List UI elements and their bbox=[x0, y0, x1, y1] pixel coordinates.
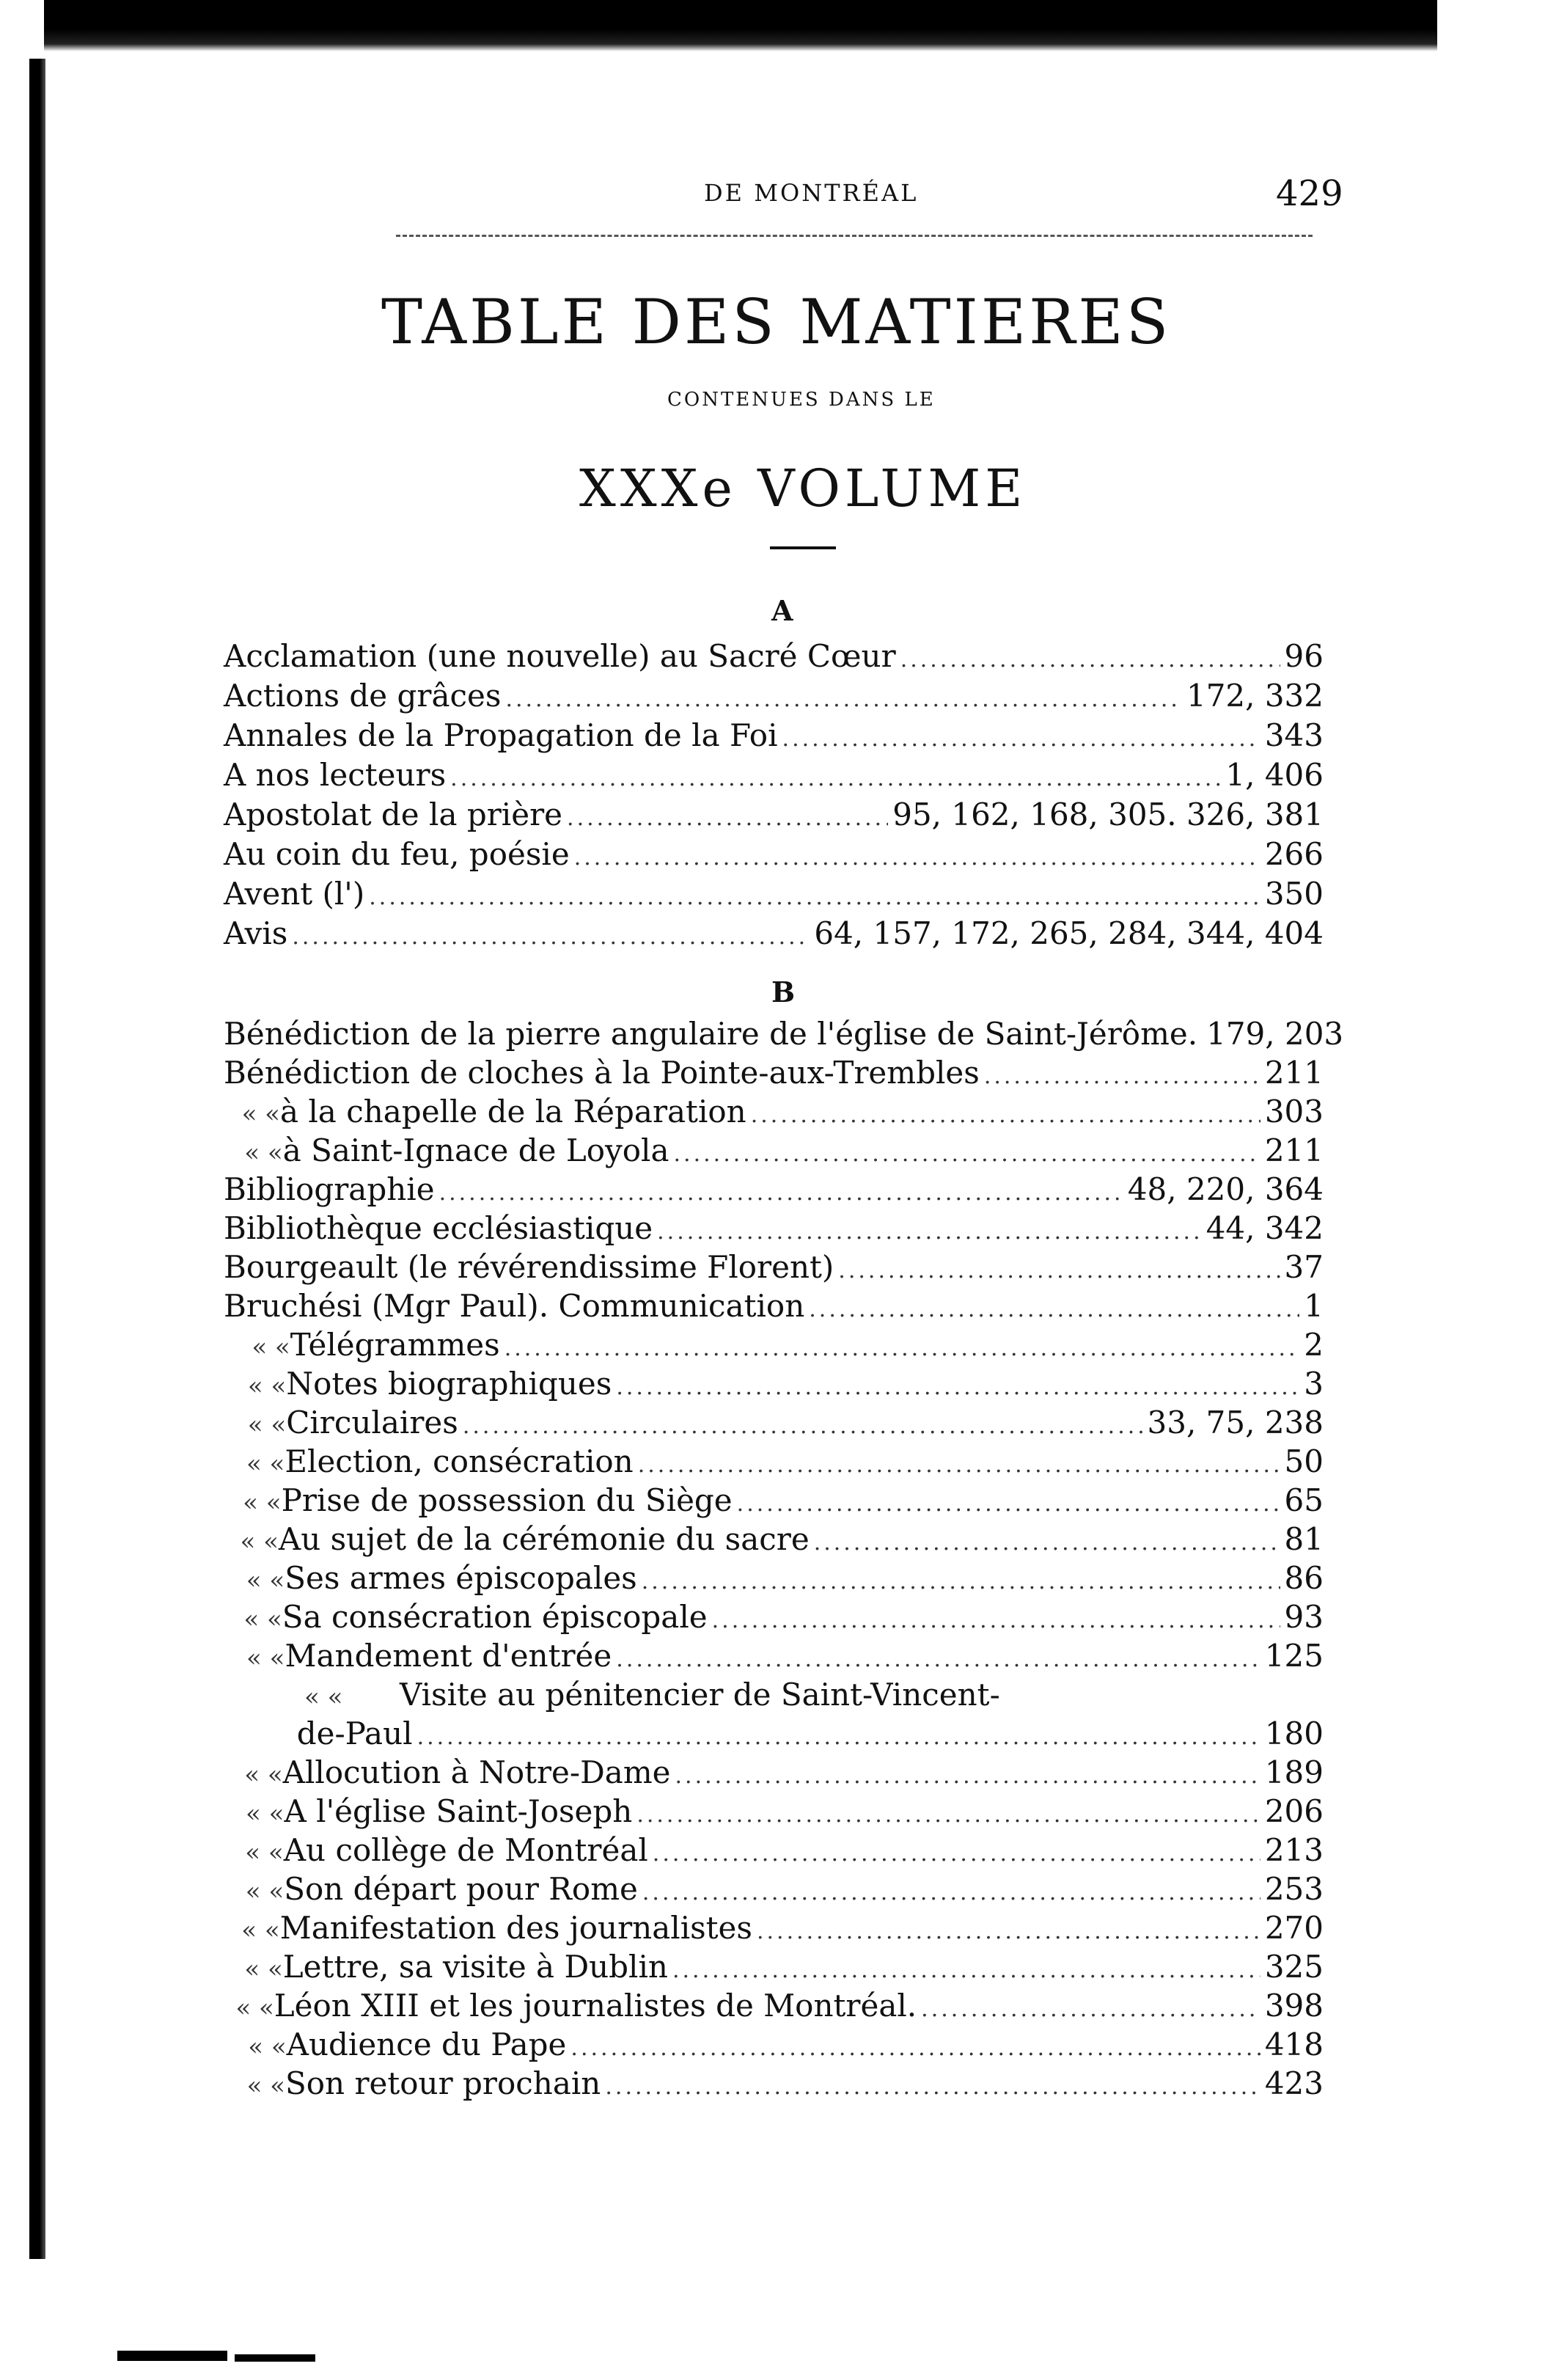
toc-entry bbox=[224, 836, 1324, 873]
entry-pages: 270 bbox=[1264, 1910, 1324, 1946]
leader-dots bbox=[809, 1297, 1299, 1322]
leader-dots bbox=[574, 845, 1260, 871]
toc-entry bbox=[224, 678, 1324, 714]
entry-pages: 95, 162, 168, 305. 326, 381 bbox=[892, 797, 1324, 832]
entry-pages: 48, 220, 364 bbox=[1127, 1171, 1324, 1207]
running-head-title: DE MONTRÉAL bbox=[704, 179, 919, 207]
ditto-mark: « « bbox=[246, 1644, 285, 1673]
ditto-mark: « « bbox=[241, 1916, 280, 1945]
page-number: 429 bbox=[1276, 173, 1343, 214]
toc-entry bbox=[224, 1871, 1324, 1908]
entry-label: Son retour prochain bbox=[285, 2065, 601, 2101]
page-subtitle: CONTENUES DANS LE bbox=[667, 389, 936, 411]
entry-label: Allocution à Notre-Dame bbox=[282, 1754, 671, 1790]
entry-pages: 65 bbox=[1284, 1482, 1324, 1518]
entry-label: Prise de possession du Siège bbox=[281, 1482, 733, 1518]
leader-dots bbox=[751, 1102, 1260, 1128]
section-letter-b: B bbox=[771, 975, 796, 1008]
scan-left-border bbox=[29, 59, 45, 2259]
entry-label: Au coin du feu, poésie bbox=[224, 836, 570, 872]
entry-pages: 303 bbox=[1264, 1094, 1324, 1129]
leader-dots bbox=[417, 1724, 1260, 1750]
leader-dots bbox=[616, 1647, 1260, 1672]
toc-entry bbox=[224, 1638, 1324, 1674]
toc-entry bbox=[224, 638, 1324, 675]
leader-dots bbox=[567, 805, 888, 831]
entry-label: Notes biographiques bbox=[286, 1366, 612, 1402]
entry-label: Election, consécration bbox=[285, 1443, 634, 1479]
leader-dots bbox=[463, 1413, 1143, 1439]
ditto-mark: « « bbox=[244, 1760, 283, 1790]
entry-pages: 206 bbox=[1264, 1793, 1324, 1829]
leader-dots bbox=[504, 1336, 1300, 1361]
entry-label: Visite au pénitencier de Saint-Vincent- bbox=[400, 1677, 1000, 1713]
leader-dots bbox=[653, 1841, 1260, 1867]
leader-dots bbox=[838, 1258, 1280, 1284]
toc-entry bbox=[224, 1366, 1324, 1402]
leader-dots bbox=[292, 924, 810, 950]
entry-label: Manifestation des journalistes bbox=[279, 1910, 752, 1946]
leader-dots bbox=[636, 1802, 1260, 1828]
leader-dots bbox=[921, 1996, 1260, 2022]
entry-pages: 93 bbox=[1284, 1599, 1324, 1635]
toc-entry bbox=[224, 1560, 1324, 1597]
ditto-mark: « « bbox=[246, 2071, 285, 2101]
toc-entry bbox=[224, 1521, 1324, 1558]
entry-label: Bourgeault (le révérendissime Florent) bbox=[224, 1249, 834, 1285]
ditto-mark: « « bbox=[246, 1566, 285, 1595]
ditto-mark: « « bbox=[240, 1527, 279, 1556]
ditto-mark: « « bbox=[304, 1683, 343, 1712]
leader-dots bbox=[672, 1958, 1260, 1983]
toc-entry bbox=[224, 757, 1324, 794]
volume-title: XXXe VOLUME bbox=[579, 458, 1027, 519]
ditto-mark: « « bbox=[252, 1333, 290, 1362]
toc-entry bbox=[224, 1288, 1324, 1325]
entry-pages: 180 bbox=[1264, 1716, 1324, 1751]
entry-pages: 189 bbox=[1264, 1754, 1324, 1790]
leader-dots bbox=[505, 686, 1182, 712]
section-letter-a: A bbox=[771, 594, 793, 627]
toc-entry bbox=[224, 1443, 1324, 1480]
ditto-mark: « « bbox=[248, 2032, 287, 2062]
entry-pages: 325 bbox=[1264, 1949, 1324, 1985]
entry-pages: 96 bbox=[1284, 638, 1324, 674]
entry-pages: 398 bbox=[1264, 1988, 1324, 2024]
leader-dots bbox=[757, 1919, 1260, 1944]
toc-entry bbox=[224, 1249, 1324, 1286]
leader-dots bbox=[439, 1180, 1123, 1206]
leader-dots bbox=[675, 1763, 1260, 1789]
entry-label: A l'église Saint-Joseph bbox=[284, 1793, 633, 1829]
leader-dots bbox=[450, 766, 1221, 791]
leader-dots bbox=[814, 1530, 1280, 1556]
header-rule bbox=[396, 235, 1313, 237]
entry-label: Sa consécration épiscopale bbox=[282, 1599, 708, 1635]
entry-pages: 50 bbox=[1284, 1443, 1324, 1479]
leader-dots bbox=[900, 647, 1280, 673]
toc-entry bbox=[224, 1949, 1324, 1985]
ditto-mark: « « bbox=[247, 1372, 287, 1401]
leader-dots bbox=[984, 1063, 1260, 1089]
entry-label: à Saint-Ignace de Loyola bbox=[282, 1132, 669, 1168]
ditto-mark: « « bbox=[246, 1799, 285, 1828]
entry-pages: 44, 342 bbox=[1205, 1210, 1324, 1246]
toc-entry bbox=[224, 797, 1324, 833]
toc-entry bbox=[224, 1988, 1324, 2024]
leader-dots bbox=[642, 1569, 1280, 1594]
toc-entry bbox=[224, 1132, 1324, 1169]
ditto-mark: « « bbox=[245, 1838, 284, 1867]
ditto-mark: « « bbox=[244, 1955, 283, 1984]
entry-pages: 423 bbox=[1264, 2065, 1324, 2101]
title-rule bbox=[770, 546, 836, 549]
leader-dots bbox=[642, 1880, 1260, 1905]
leader-dots bbox=[674, 1141, 1260, 1167]
scan-top-border bbox=[44, 0, 1437, 51]
entry-label: Avis bbox=[224, 915, 288, 951]
entry-label: Bénédiction de cloches à la Pointe-aux-Trembles bbox=[224, 1055, 980, 1091]
entry-label: Télégrammes bbox=[290, 1327, 500, 1363]
toc-entry bbox=[224, 1677, 1324, 1713]
entry-pages: 125 bbox=[1264, 1638, 1324, 1674]
leader-dots bbox=[712, 1608, 1280, 1633]
toc-entry bbox=[224, 2065, 1324, 2102]
entry-label: Bruchési (Mgr Paul). Communication bbox=[224, 1288, 805, 1324]
running-head bbox=[0, 173, 1545, 214]
entry-label: Lettre, sa visite à Dublin bbox=[282, 1949, 668, 1985]
leader-dots bbox=[369, 885, 1260, 910]
entry-label: Ses armes épiscopales bbox=[285, 1560, 637, 1596]
entry-pages: 213 bbox=[1264, 1832, 1324, 1868]
entry-label: Mandement d'entrée bbox=[285, 1638, 612, 1674]
entry-label: Léon XIII et les journalistes de Montréal. bbox=[274, 1988, 917, 2024]
entry-pages: 37 bbox=[1284, 1249, 1324, 1285]
toc-entry bbox=[224, 1405, 1324, 1441]
entry-label: Actions de grâces bbox=[224, 678, 502, 714]
ditto-mark: « « bbox=[243, 1605, 282, 1634]
toc-entry bbox=[224, 1832, 1324, 1869]
toc-entry bbox=[224, 1754, 1324, 1791]
scan-bottom-mark bbox=[235, 2354, 315, 2362]
entry-label: Annales de la Propagation de la Foi bbox=[224, 717, 778, 753]
toc-entry bbox=[224, 717, 1324, 754]
entry-pages: 179, 203 bbox=[1206, 1016, 1344, 1052]
toc-entry bbox=[224, 1327, 1324, 1363]
entry-label: Bénédiction de la pierre angulaire de l'église de Saint-Jérôme. bbox=[224, 1016, 1198, 1052]
entry-pages: 81 bbox=[1284, 1521, 1324, 1557]
entry-label: A nos lecteurs bbox=[224, 757, 447, 793]
entry-label: Bibliographie bbox=[224, 1171, 435, 1207]
entry-label: Avent (l') bbox=[224, 876, 365, 912]
entry-pages: 211 bbox=[1264, 1055, 1324, 1091]
ditto-mark: « « bbox=[243, 1488, 282, 1517]
entry-pages: 33, 75, 238 bbox=[1147, 1405, 1324, 1440]
entry-label: Apostolat de la prière bbox=[224, 797, 563, 832]
entry-pages: 86 bbox=[1284, 1560, 1324, 1596]
scan-bottom-mark bbox=[117, 2351, 227, 2361]
leader-dots bbox=[616, 1374, 1299, 1400]
entry-pages: 1, 406 bbox=[1225, 757, 1324, 793]
entry-pages: 211 bbox=[1264, 1132, 1324, 1168]
entry-label: Bibliothèque ecclésiastique bbox=[224, 1210, 653, 1246]
toc-entry bbox=[224, 1016, 1344, 1052]
toc-entry bbox=[224, 1210, 1324, 1247]
leader-dots bbox=[737, 1491, 1280, 1517]
leader-dots bbox=[570, 2035, 1260, 2061]
toc-entry bbox=[224, 1910, 1324, 1947]
entry-pages: 343 bbox=[1264, 717, 1324, 753]
entry-pages: 418 bbox=[1264, 2026, 1324, 2062]
entry-pages: 253 bbox=[1264, 1871, 1324, 1907]
entry-pages: 64, 157, 172, 265, 284, 344, 404 bbox=[814, 915, 1324, 951]
ditto-mark: « « bbox=[246, 1449, 285, 1479]
toc-entry bbox=[224, 1793, 1324, 1830]
leader-dots bbox=[782, 726, 1260, 752]
toc-entry bbox=[224, 1482, 1324, 1519]
ditto-mark: « « bbox=[244, 1138, 283, 1168]
entry-pages: 3 bbox=[1304, 1366, 1324, 1402]
entry-label: Circulaires bbox=[286, 1405, 458, 1440]
ditto-mark: « « bbox=[235, 1993, 274, 2023]
toc-entry bbox=[224, 915, 1324, 952]
leader-dots bbox=[605, 2074, 1260, 2100]
entry-label: Audience du Pape bbox=[286, 2026, 567, 2062]
ditto-mark: « « bbox=[245, 1877, 285, 1906]
entry-pages: 2 bbox=[1304, 1327, 1324, 1363]
toc-entry bbox=[224, 1716, 1324, 1752]
leader-dots bbox=[638, 1452, 1280, 1478]
ditto-mark: « « bbox=[241, 1099, 280, 1129]
toc-entry bbox=[224, 1599, 1324, 1636]
page-title: TABLE DES MATIERES bbox=[381, 286, 1172, 358]
toc-entry bbox=[224, 1094, 1324, 1130]
toc-entry bbox=[224, 1055, 1324, 1091]
entry-label: Acclamation (une nouvelle) au Sacré Cœur bbox=[224, 638, 896, 674]
entry-label: Au sujet de la cérémonie du sacre bbox=[278, 1521, 810, 1557]
leader-dots bbox=[657, 1219, 1202, 1245]
entry-label: Son départ pour Rome bbox=[284, 1871, 638, 1907]
ditto-mark: « « bbox=[247, 1410, 287, 1440]
entry-pages: 172, 332 bbox=[1186, 678, 1324, 714]
entry-pages: 350 bbox=[1264, 876, 1324, 912]
entry-pages: 1 bbox=[1304, 1288, 1324, 1324]
entry-label: de-Paul bbox=[296, 1716, 413, 1751]
entry-label: à la chapelle de la Réparation bbox=[279, 1094, 746, 1129]
entry-pages: 266 bbox=[1264, 836, 1324, 872]
entry-label: Au collège de Montréal bbox=[283, 1832, 648, 1868]
toc-entry bbox=[224, 1171, 1324, 1208]
toc-entry bbox=[224, 2026, 1324, 2063]
toc-entry bbox=[224, 876, 1324, 912]
